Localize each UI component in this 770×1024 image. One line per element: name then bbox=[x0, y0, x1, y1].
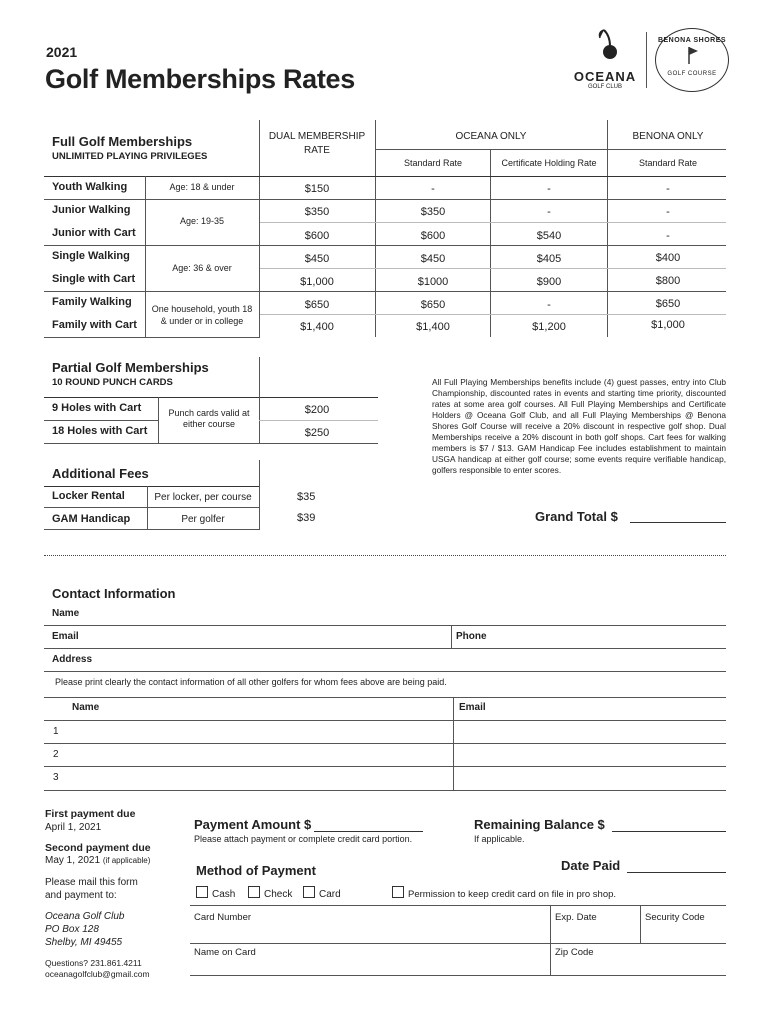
fee-price: $39 bbox=[297, 512, 316, 524]
address-line: Shelby, MI 49455 bbox=[45, 937, 123, 948]
card-checkbox[interactable] bbox=[303, 886, 315, 898]
table-cell: $450 bbox=[420, 253, 446, 265]
grand-total-label: Grand Total $ bbox=[535, 509, 618, 524]
table-cell: - bbox=[666, 230, 670, 242]
table-cell: $350 bbox=[304, 206, 330, 218]
table-cell: $1000 bbox=[417, 276, 449, 288]
table-cell: $600 bbox=[304, 230, 330, 242]
table-cell: $650 bbox=[655, 298, 681, 310]
zip-code-label: Zip Code bbox=[555, 947, 594, 958]
fee-price: $35 bbox=[297, 491, 316, 503]
table-cell: $405 bbox=[536, 253, 562, 265]
table-cell: $200 bbox=[304, 404, 330, 416]
benefits-text: All Full Playing Memberships benefits include (4) guest passes, entry into Club Championship, discounted rates in events and starting time priority, discounted rates at some area golf courses. All Full Playing Memberships and Certificate Holders @ Oceana Golf Club, and all Full Playing Memberships @ Benona Shores Golf Course will receive a 20% discount in respective golf shop. Dual Memberships receive a 20% discount in both golf shops. Cart fees for walking members is $7 / $13. GAM Handicap Fee includes establishment to maintain USGA handicap at either golf course; some events require verifiable handicap, golfers responsible to enter scores. bbox=[432, 377, 726, 475]
contact-address-label: Address bbox=[52, 654, 93, 665]
second-due-note: (if applicable) bbox=[102, 856, 151, 865]
row-label: Single Walking bbox=[52, 250, 130, 262]
golfers-col-email: Email bbox=[459, 702, 486, 713]
golfer-row-number: 2 bbox=[53, 749, 59, 760]
cash-checkbox[interactable] bbox=[196, 886, 208, 898]
row-label: GAM Handicap bbox=[52, 513, 131, 525]
golf-flag-icon bbox=[681, 44, 703, 66]
golfers-col-name: Name bbox=[72, 702, 100, 713]
cash-option[interactable] bbox=[196, 886, 235, 900]
table-cell: $540 bbox=[536, 230, 562, 242]
row-label: Junior with Cart bbox=[52, 227, 136, 239]
oceana-logo bbox=[570, 28, 640, 98]
table-cell: $350 bbox=[420, 206, 446, 218]
page-title: Golf Memberships Rates bbox=[45, 64, 355, 94]
row-label: Junior Walking bbox=[52, 204, 131, 216]
table-cell: - bbox=[431, 183, 435, 195]
col-dual: DUAL MEMBERSHIP RATE bbox=[268, 131, 366, 156]
table-cell: $450 bbox=[304, 253, 330, 265]
contact-instructions: Please print clearly the contact information of all other golfers for whom fees above are being paid. bbox=[55, 677, 447, 687]
cherry-logo-icon bbox=[590, 28, 620, 64]
card-option[interactable] bbox=[303, 886, 341, 900]
grand-total-input[interactable] bbox=[630, 522, 726, 523]
oceana-logo-sub: GOLF CLUB bbox=[587, 84, 622, 90]
table-cell: $800 bbox=[655, 275, 681, 287]
golfer-row-number: 3 bbox=[53, 772, 59, 783]
check-option[interactable] bbox=[248, 886, 292, 900]
second-due-date-row bbox=[45, 855, 150, 866]
contact-email-label: Email bbox=[52, 631, 79, 642]
table-cell: - bbox=[547, 299, 551, 311]
table-cell: $1,400 bbox=[416, 321, 450, 333]
benona-logo-sub: GOLF COURSE bbox=[667, 71, 717, 77]
security-code-label: Security Code bbox=[645, 912, 705, 923]
exp-date-label: Exp. Date bbox=[555, 912, 597, 923]
second-due-label: Second payment due bbox=[45, 842, 151, 854]
row-label: Single with Cart bbox=[52, 273, 136, 285]
row-label: Family Walking bbox=[52, 296, 132, 308]
row-label: 9 Holes with Cart bbox=[52, 402, 142, 414]
contact-phone-label: Phone bbox=[456, 631, 487, 642]
address-line: PO Box 128 bbox=[45, 924, 99, 935]
benona-logo bbox=[655, 28, 729, 92]
table-cell: - bbox=[547, 206, 551, 218]
age-junior: Age: 19-35 bbox=[179, 216, 225, 226]
fees-title: Additional Fees bbox=[52, 466, 149, 481]
permission-label: Permission to keep credit card on file in pro shop. bbox=[408, 889, 617, 900]
age-family: One household, youth 18 & under or in college bbox=[151, 304, 253, 326]
table-cell: $150 bbox=[304, 183, 330, 195]
table-cell: $650 bbox=[304, 299, 330, 311]
age-youth: Age: 18 & under bbox=[169, 182, 235, 192]
check-label: Check bbox=[264, 889, 293, 900]
payment-amount-label: Payment Amount $ bbox=[194, 817, 312, 832]
table-cell: - bbox=[547, 183, 551, 195]
golfer-row-number: 1 bbox=[53, 726, 59, 737]
contact-name-label: Name bbox=[52, 608, 80, 619]
check-checkbox[interactable] bbox=[248, 886, 260, 898]
row-label: 18 Holes with Cart bbox=[52, 425, 148, 437]
table-cell: - bbox=[666, 206, 670, 218]
questions bbox=[45, 958, 150, 980]
fee-desc: Per locker, per course bbox=[154, 492, 252, 503]
partial-title: Partial Golf Memberships bbox=[52, 360, 209, 375]
remaining-input[interactable] bbox=[612, 831, 726, 832]
remaining-label: Remaining Balance $ bbox=[474, 817, 605, 832]
first-due-date: April 1, 2021 bbox=[45, 822, 102, 833]
benona-logo-text: BENONA SHORES bbox=[657, 37, 727, 44]
questions-phone: Questions? 231.861.4211 bbox=[45, 958, 142, 968]
col-oceana: OCEANA ONLY bbox=[455, 131, 527, 142]
table-cell: $900 bbox=[536, 276, 562, 288]
full-title: Full Golf Memberships bbox=[52, 134, 193, 149]
fee-desc: Per golfer bbox=[181, 514, 225, 525]
permission-checkbox[interactable] bbox=[392, 886, 404, 898]
table-cell: $600 bbox=[420, 230, 446, 242]
row-label: Family with Cart bbox=[52, 319, 137, 331]
table-cell: - bbox=[666, 183, 670, 195]
age-single: Age: 36 & over bbox=[172, 263, 232, 273]
cut-line bbox=[44, 555, 726, 556]
mail-text: Please mail this form and payment to: bbox=[45, 877, 138, 901]
address-line: Oceana Golf Club bbox=[45, 911, 125, 922]
cash-label: Cash bbox=[212, 889, 236, 900]
date-paid-input[interactable] bbox=[627, 872, 726, 873]
payment-amount-note: Please attach payment or complete credit card portion. bbox=[194, 834, 413, 844]
year: 2021 bbox=[46, 44, 78, 60]
method-label: Method of Payment bbox=[196, 863, 316, 878]
first-due-label: First payment due bbox=[45, 808, 136, 820]
questions-email: oceanagolfclub@gmail.com bbox=[45, 969, 150, 979]
sub-cert: Certificate Holding Rate bbox=[501, 158, 597, 168]
table-cell: $250 bbox=[304, 427, 330, 439]
table-cell: $400 bbox=[655, 252, 681, 264]
card-label: Card bbox=[319, 889, 341, 900]
permission-option[interactable] bbox=[392, 886, 616, 900]
sub-standard2: Standard Rate bbox=[638, 158, 698, 168]
full-subtitle: UNLIMITED PLAYING PRIVILEGES bbox=[52, 151, 208, 162]
table-cell: $650 bbox=[420, 299, 446, 311]
table-cell: $1,000 bbox=[300, 276, 334, 288]
row-label: Youth Walking bbox=[52, 181, 128, 193]
second-due-date: May 1, 2021 bbox=[45, 855, 101, 866]
card-number-label: Card Number bbox=[194, 912, 252, 923]
remaining-note: If applicable. bbox=[474, 834, 525, 844]
name-on-card-label: Name on Card bbox=[194, 947, 256, 958]
oceana-logo-text: OCEANA bbox=[573, 69, 637, 84]
table-cell: $1,000 bbox=[651, 319, 685, 331]
payment-amount-input[interactable] bbox=[314, 831, 423, 832]
punch-note: Punch cards valid at either course bbox=[168, 408, 250, 429]
row-label: Locker Rental bbox=[52, 490, 125, 502]
mail-address bbox=[45, 910, 125, 949]
table-cell: $1,200 bbox=[532, 321, 566, 333]
table-cell: $1,400 bbox=[300, 321, 334, 333]
date-paid-label: Date Paid bbox=[561, 858, 621, 873]
contact-title: Contact Information bbox=[52, 586, 176, 601]
col-benona: BENONA ONLY bbox=[632, 131, 704, 142]
sub-standard: Standard Rate bbox=[403, 158, 463, 168]
partial-subtitle: 10 ROUND PUNCH CARDS bbox=[52, 377, 173, 388]
